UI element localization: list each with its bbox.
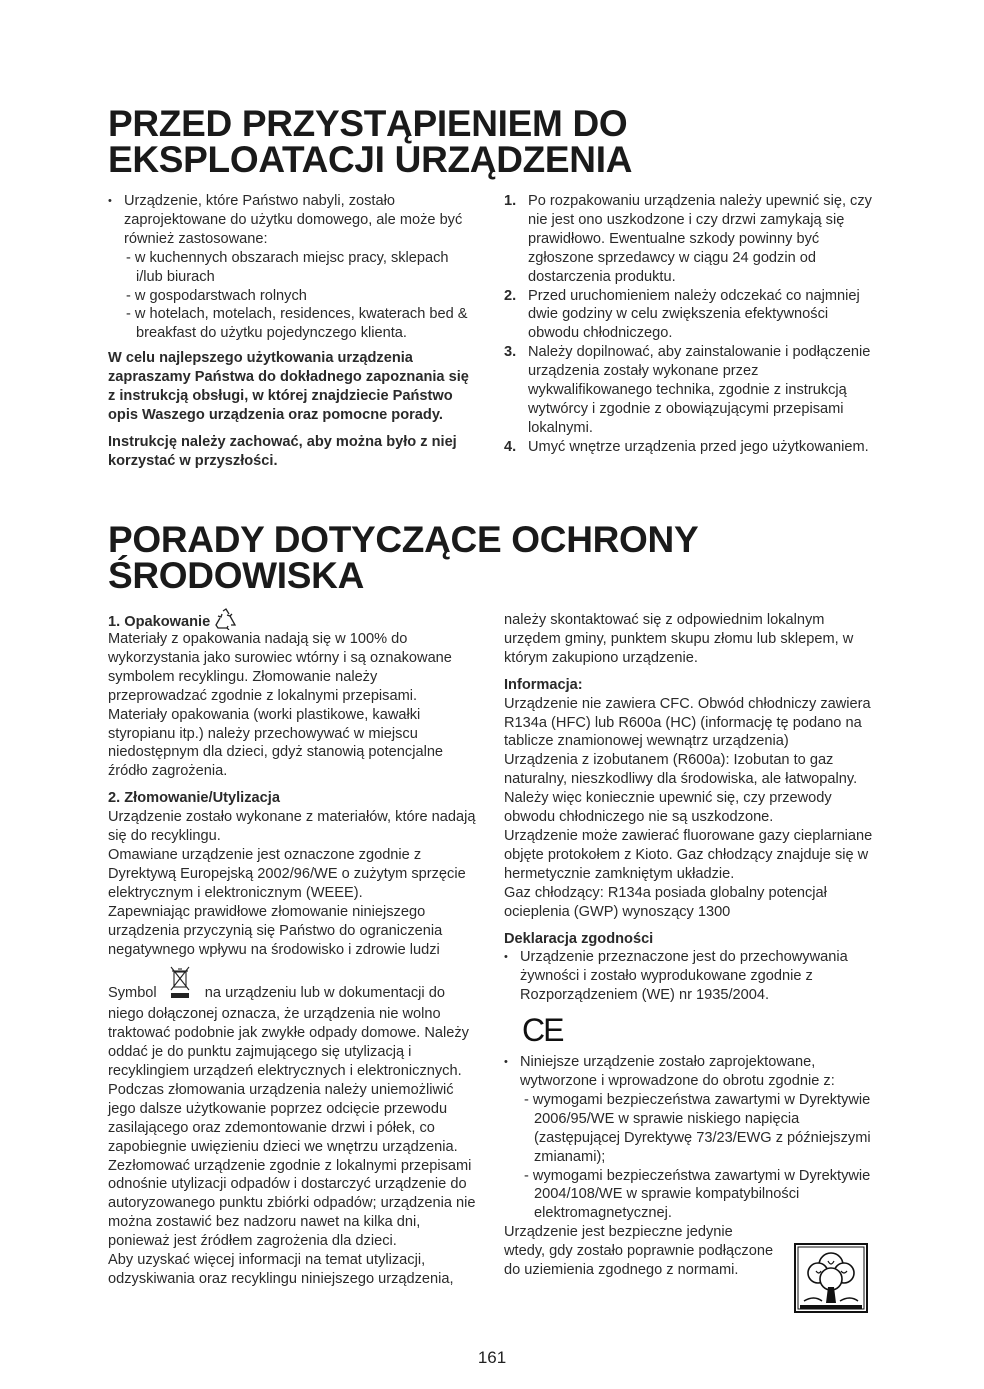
declaration-bullet: • Niniejsze urządzenie zostało zaprojektowane, wytworzone i wprowadzone do obrotu zgodnie z:	[504, 1053, 878, 1091]
numbered-item: 2. Przed uruchomieniem należy odczekać co najmniej dwie godziny w celu zwiększenia efektywności obwodu chłodniczego.	[504, 287, 860, 342]
packaging-text: Materiały z opakowania nadają się w 100% do wykorzystania jako surowiec wtórny i są oznakowane symbolem recyklingu. Złomowanie należy przeprowadzać zgodnie z lokalnymi przepisami. Materiały opakowania (worki plastikowe, kawałki styropianu itp.) należy przechowywać w miejscu niedostępnym dla dzieci, gdyż stanowią potencjalne źródło zagrożenia.	[108, 631, 452, 780]
manual-recommendation: W celu najlepszego użytkowania urządzenia zapraszamy Państwa do dokładnego zapoznania się z instrukcją obsługi, w której znajdziecie Państwo opis Waszego urządzenia oraz pomocne porady.	[108, 350, 469, 423]
info-heading: Informacja:	[504, 676, 583, 693]
info-text: Urządzenie może zawierać fluorowane gazy cieplarniane objęte protokołem z Kioto. Gaz chłodzący znajduje się w hermetycznie zamkniętym układzie.	[504, 827, 873, 882]
scrapping-text: Urządzenie zostało wykonane z materiałów, które nadają się do recyklingu.	[108, 809, 476, 845]
section1-title-line2: EKSPLOATACJI URZĄDZENIA	[108, 139, 633, 180]
usage-dash-item: - w hotelach, motelach, residences, kwaterach bed & breakfast do użytku pojedynczego klienta.	[126, 306, 468, 342]
section2-right-column	[504, 611, 878, 1280]
usage-bullet: • Urządzenie, które Państwo nabyli, zostało zaprojektowane do użytku domowego, ale może być również zastosowane:	[108, 192, 478, 249]
scrapping-text: Omawiane urządzenie jest oznaczone zgodnie z Dyrektywą Europejską 2002/96/WE o zużytym sprzęcie elektrycznym i elektronicznym (WEEE).	[108, 846, 466, 901]
safety-text: Urządzenie jest bezpieczne jedynie wtedy, gdy zostało poprawnie podłączone do uziemienia zgodnego z normami.	[504, 1224, 774, 1279]
symbol-text: na urządzeniu lub w dokumentacji do niego dołączonej oznacza, że urządzenia nie wolno traktować podobnie jak zwykłe odpady domowe. Należy oddać je do punktu zajmującego się utylizacją i recyklingiem urządzeń elektrycznych i elektronicznych. Podczas złomowania urządzenia należy uniemożliwić jego dalsze użytkowanie poprzez odcięcie przewodu zasilającego oraz zdemontowanie drzwi i półek, co zapobiegnie uwięzieniu dzieci we wnętrzu urządzenia. Zezłomować urządzenie zgodnie z lokalnymi przepisami odnośnie utylizacji odpadów i dostarczyć urządzenie do autoryzowanego punktu zbiórki odpadów; urządzenia nie można zostawić bez nadzoru nawet na kilka dni, ponieważ jest źródłem zagrożenia dla dzieci.	[108, 985, 476, 1250]
section1-title	[108, 103, 633, 180]
numbered-item: 1. Po rozpakowaniu urządzenia należy upewnić się, czy nie jest ono uszkodzone i czy drzwi zamykają się prawidłowo. Ewentualne szkody powinny być zgłoszone sprzedawcy w ciągu 24 godzin od dostarczenia produktu.	[504, 193, 872, 285]
info-text: Urządzenie nie zawiera CFC. Obwód chłodniczy zawiera R134a (HFC) lub R600a (HC) (informację tę podano na tablicze znamionowej wewnątrz urządzenia)	[504, 695, 871, 750]
packaging-heading-row	[108, 608, 480, 630]
more-info-continued: należy skontaktować się z odpowiednim lokalnym urzędem gminy, punktem skupu złomu lub sklepem, w którym zakupiono urządzenie.	[504, 612, 854, 666]
scrapping-heading: 2. Złomowanie/Utylizacja	[108, 790, 280, 807]
section2-title-line1: PORADY DOTYCZĄCE OCHRONY	[108, 519, 699, 560]
section1-left-column	[108, 192, 478, 471]
usage-dash-item: - w gospodarstwach rolnych	[126, 287, 307, 304]
scrapping-text: Zapewniając prawidłowe złomowanie niniejszego urządzenia przyczynią się Państwo do ograniczenia negatywnego wpływu na środowisko i zdrowie ludzi	[108, 903, 443, 958]
numbered-item: 4. Umyć wnętrze urządzenia przed jego użytkowaniem.	[504, 438, 869, 455]
info-text: Urządzenia z izobutanem (R600a): Izobutan to gaz naturalny, nieszkodliwy dla środowiska, ale łatwopalny. Należy więc koniecznie upewnić się, czy przewody obwodu chłodniczego nie są uszkodzone.	[504, 752, 858, 826]
declaration-heading: Deklaracja zgodności	[504, 930, 654, 947]
section2-left-column	[108, 608, 480, 1289]
symbol-paragraph	[108, 965, 480, 1251]
keep-manual-note: Instrukcję należy zachować, aby można było z niej korzystać w przyszłości.	[108, 433, 457, 469]
numbered-item: 3. Należy dopilnować, aby zainstalowanie i podłączenie urządzenia zostały wykonane przez wykwalifikowanego technika, zgodnie z instrukcją wytwórcy i zgodnie z obowiązującymi przepisami lokalnymi.	[504, 344, 871, 436]
declaration-dash-item: - wymogami bezpieczeństwa zawartymi w Dyrektywie 2006/95/WE w sprawie niskiego napięcia (zastępującej Dyrektywę 73/23/EWG z późniejszymi zmianami);	[524, 1091, 871, 1165]
crossed-bin-icon	[169, 965, 191, 1005]
page-number: 161	[477, 1348, 507, 1367]
section2-title-line2: ŚRODOWISKA	[108, 555, 365, 596]
section1-right-column	[504, 192, 876, 457]
tree-ecology-icon	[794, 1243, 868, 1313]
declaration-bullet: • Urządzenie przeznaczone jest do przechowywania żywności i zostało wyprodukowane zgodnie z Rozporządzeniem (WE) nr 1935/2004.	[504, 948, 878, 1005]
ce-mark-icon: CE	[522, 1012, 563, 1049]
section1-title-line1: PRZED PRZYSTĄPIENIEM DO	[108, 103, 628, 144]
more-info-text: Aby uzyskać więcej informacji na temat utylizacji, odzyskiwania oraz recyklingu niniejszego urządzenia,	[108, 1252, 454, 1287]
declaration-dash-item: - wymogami bezpieczeństwa zawartymi w Dyrektywie 2004/108/WE w sprawie kompatybilności elektromagnetycznej.	[524, 1167, 871, 1222]
section2-title	[108, 519, 699, 596]
info-text: Gaz chłodzący: R134a posiada globalny potencjał ocieplenia (GWP) wynoszący 1300	[504, 884, 827, 920]
usage-dash-item: - w kuchennych obszarach miejsc pracy, sklepach i/lub biurach	[126, 249, 449, 285]
packaging-heading: 1. Opakowanie	[108, 613, 211, 630]
symbol-word: Symbol	[108, 985, 157, 1002]
